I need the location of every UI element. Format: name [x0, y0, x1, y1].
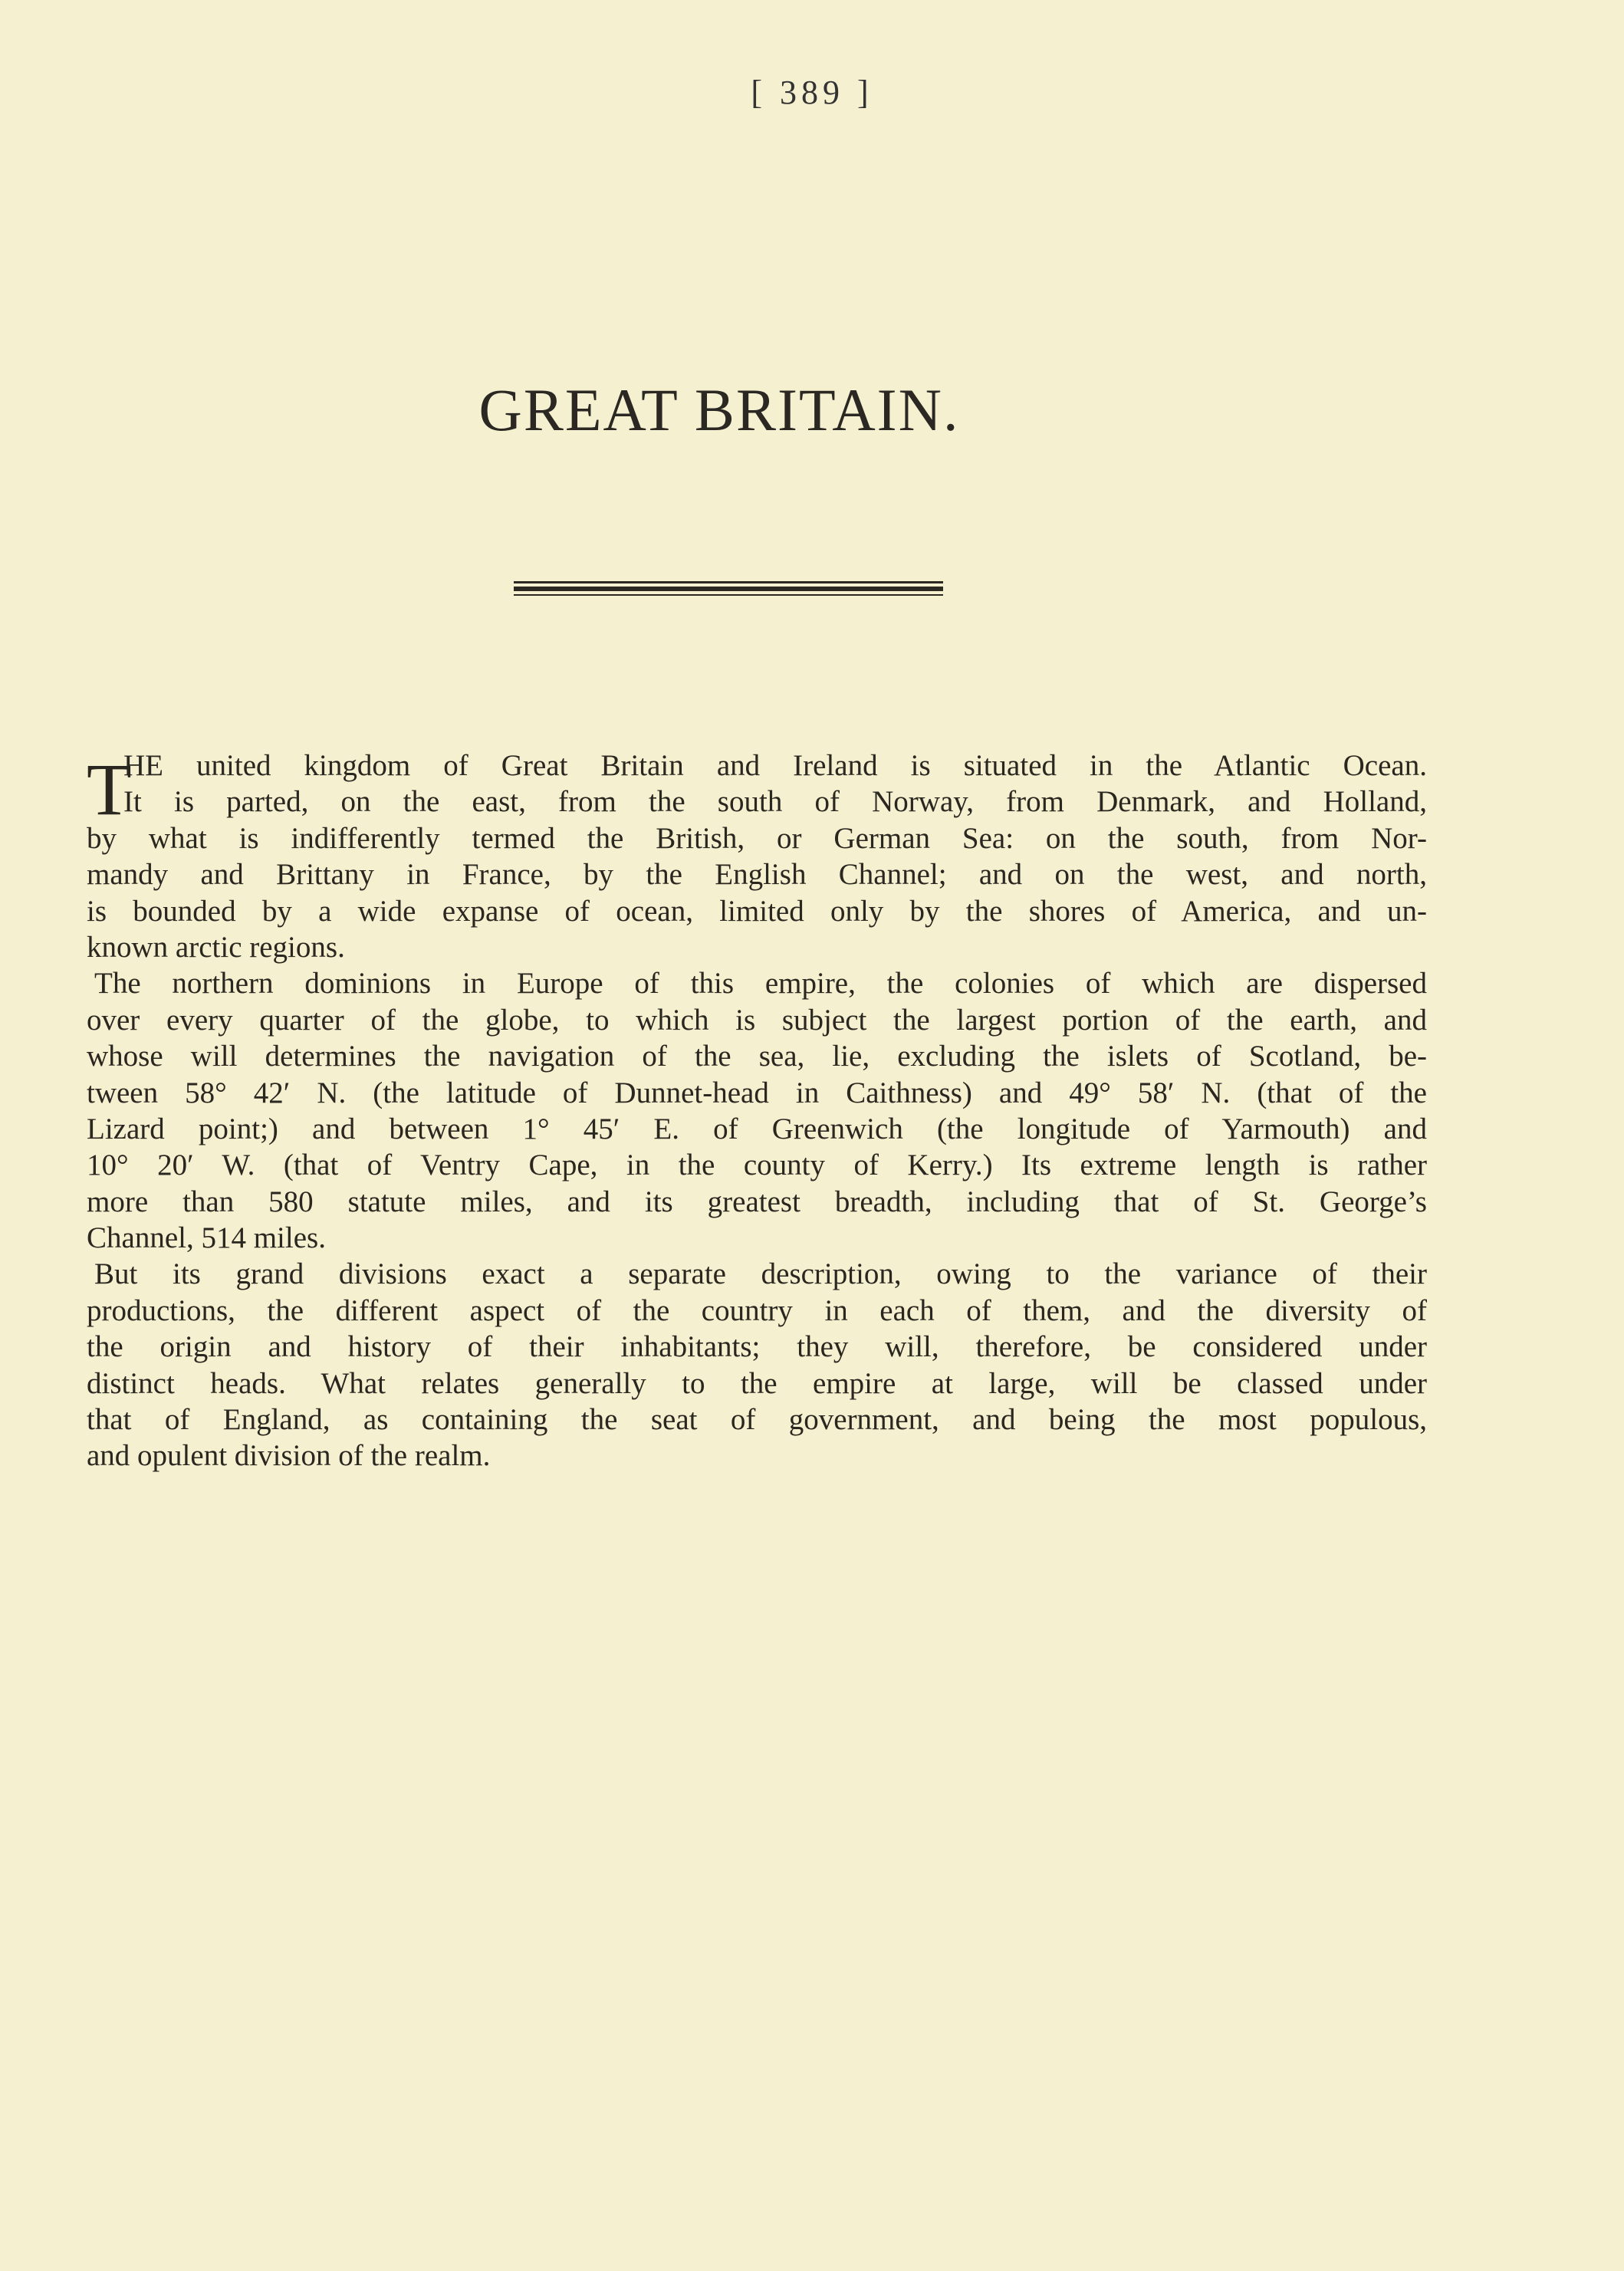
text-line: more than 580 statute miles, and its greatest breadth, including that of St. George’s: [87, 1185, 1427, 1218]
body-text: [87, 748, 1427, 1474]
text-line: Channel, 514 miles.: [87, 1221, 326, 1255]
text-line: by what is indifferently termed the British, or German Sea: on the south, from Nor-: [87, 821, 1427, 855]
rule-line: [514, 594, 943, 596]
text-line: 10° 20′ W. (that of Ventry Cape, in the county of Kerry.) Its extreme length is rather: [87, 1149, 1427, 1182]
chapter-title: GREAT BRITAIN.: [478, 376, 960, 443]
text-line: over every quarter of the globe, to which is subject the largest portion of the earth, and: [87, 1003, 1427, 1037]
rule-line: [514, 587, 943, 591]
text-line: HE united kingdom of Great Britain and Ireland is situated in the Atlantic Ocean.: [123, 749, 1427, 782]
paragraph: [87, 748, 1427, 965]
text-line: whose will determines the navigation of the sea, lie, excluding the islets of Scotland, be-: [87, 1040, 1427, 1073]
text-line: and opulent division of the realm.: [87, 1439, 491, 1473]
title-divider-rule: [514, 581, 943, 596]
drop-cap: T: [87, 748, 132, 830]
text-line: that of England, as containing the seat of government, and being the most populous,: [87, 1403, 1427, 1437]
text-line: tween 58° 42′ N. (the latitude of Dunnet-head in Caithness) and 49° 58′ N. (that of the: [87, 1076, 1427, 1109]
text-line: the origin and history of their inhabitants; they will, therefore, be considered under: [87, 1330, 1427, 1364]
page-number-header: [ 389 ]: [751, 74, 873, 111]
text-line: It is parted, on the east, from the south of Norway, from Denmark, and Holland,: [123, 785, 1427, 819]
text-line: mandy and Brittany in France, by the English Channel; and on the west, and north,: [87, 858, 1427, 892]
text-line: But its grand divisions exact a separate description, owing to the variance of their: [94, 1257, 1427, 1291]
paragraph: [87, 1256, 1427, 1474]
text-line: known arctic regions.: [87, 930, 345, 964]
text-line: distinct heads. What relates generally to the empire at large, will be classed under: [87, 1366, 1427, 1400]
text-line: The northern dominions in Europe of this empire, the colonies of which are dispersed: [94, 967, 1427, 1001]
text-line: productions, the different aspect of the country in each of them, and the diversity of: [87, 1293, 1427, 1327]
paragraph: [87, 965, 1427, 1256]
rule-line: [514, 581, 943, 583]
text-line: Lizard point;) and between 1° 45′ E. of Greenwich (the longitude of Yarmouth) and: [87, 1112, 1427, 1145]
text-line: is bounded by a wide expanse of ocean, limited only by the shores of America, and un-: [87, 894, 1427, 928]
